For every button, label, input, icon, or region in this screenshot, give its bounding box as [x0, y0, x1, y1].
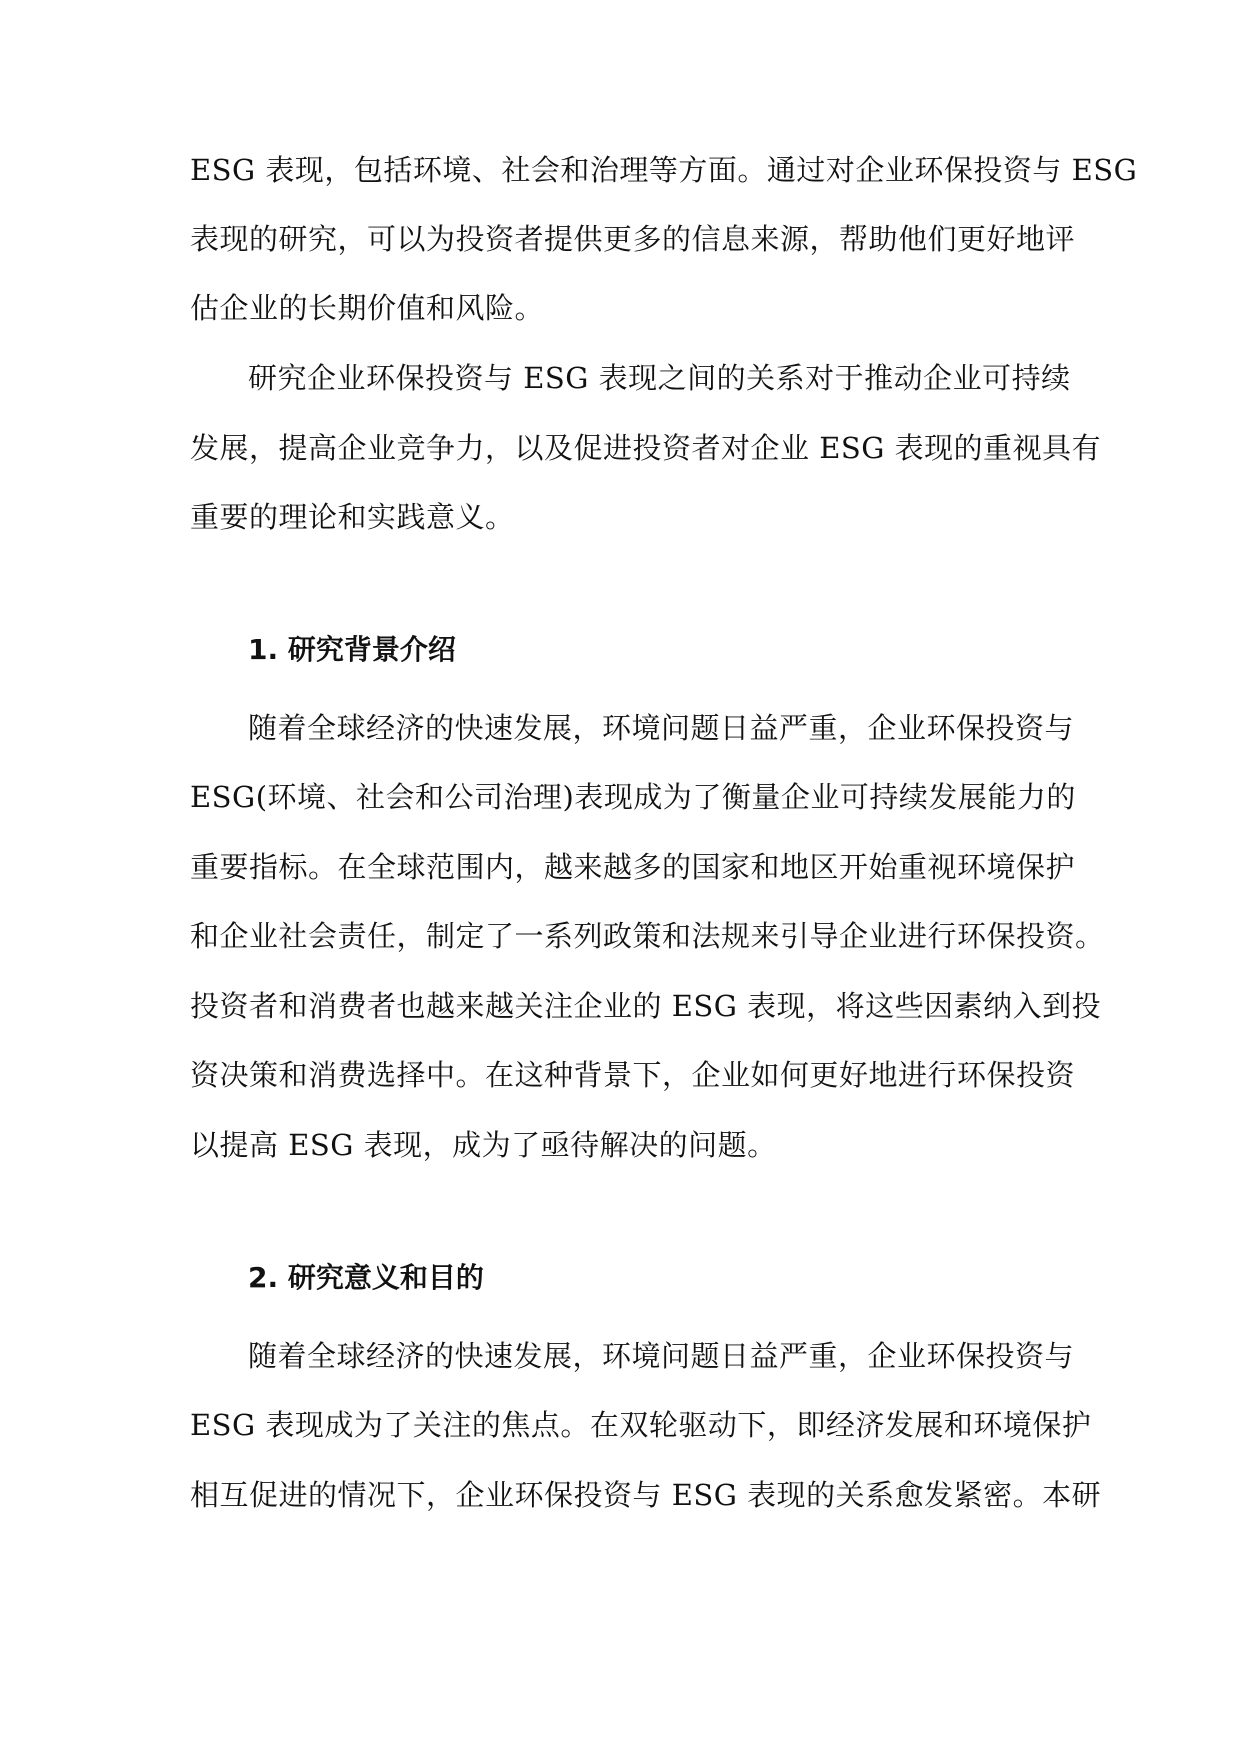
paragraph-3-line-7: 以提高 ESG 表现，成为了亟待解决的问题。 [190, 1128, 777, 1162]
paragraph-4-line-2: ESG 表现成为了关注的焦点。在双轮驱动下，即经济发展和环境保护 [190, 1408, 1092, 1442]
paragraph-1-line-3: 估企业的长期价值和风险。 [190, 291, 545, 325]
paragraph-4-line-1: 随着全球经济的快速发展，环境问题日益严重，企业环保投资与 [248, 1339, 1075, 1373]
paragraph-4-line-3: 相互促进的情况下，企业环保投资与 ESG 表现的关系愈发紧密。本研 [190, 1478, 1102, 1512]
paragraph-3-line-5: 投资者和消费者也越来越关注企业的 ESG 表现，将这些因素纳入到投 [190, 989, 1102, 1023]
paragraph-1-line-2: 表现的研究，可以为投资者提供更多的信息来源，帮助他们更好地评 [190, 222, 1076, 256]
paragraph-3-line-1: 随着全球经济的快速发展，环境问题日益严重，企业环保投资与 [248, 711, 1075, 745]
paragraph-2-line-2: 发展，提高企业竞争力，以及促进投资者对企业 ESG 表现的重视具有 [190, 431, 1102, 465]
paragraph-2-line-3: 重要的理论和实践意义。 [190, 500, 515, 534]
paragraph-3-line-4: 和企业社会责任，制定了一系列政策和法规来引导企业进行环保投资。 [190, 919, 1105, 953]
section-heading-2: 2. 研究意义和目的 [248, 1261, 484, 1294]
paragraph-3-line-6: 资决策和消费选择中。在这种背景下，企业如何更好地进行环保投资 [190, 1058, 1076, 1092]
paragraph-1-line-1: ESG 表现，包括环境、社会和治理等方面。通过对企业环保投资与 ESG [190, 153, 1138, 187]
section-heading-1: 1. 研究背景介绍 [248, 633, 456, 666]
paragraph-3-line-3: 重要指标。在全球范围内，越来越多的国家和地区开始重视环境保护 [190, 850, 1076, 884]
paragraph-3-line-2: ESG(环境、社会和公司治理)表现成为了衡量企业可持续发展能力的 [190, 780, 1076, 814]
paragraph-2-line-1: 研究企业环保投资与 ESG 表现之间的关系对于推动企业可持续 [248, 361, 1071, 395]
